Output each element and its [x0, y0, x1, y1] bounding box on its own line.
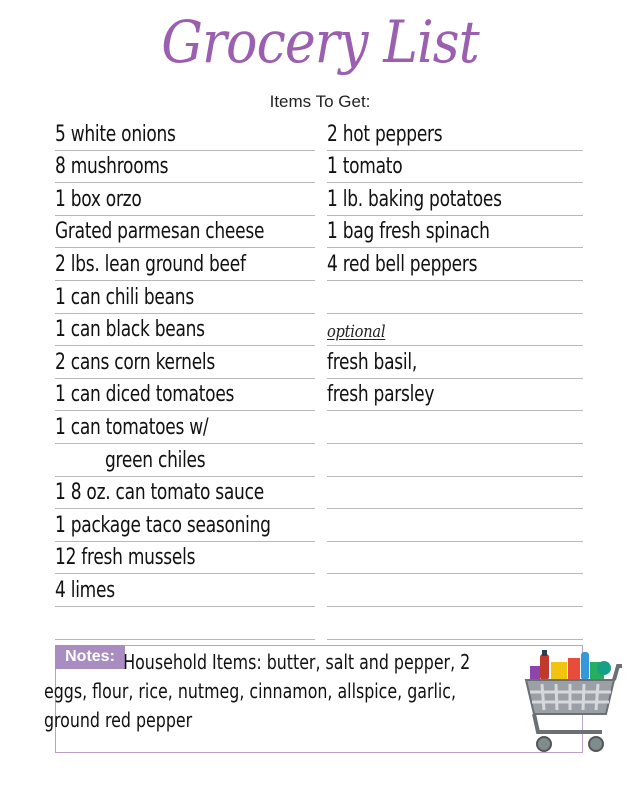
- list-item: 2 hot peppers: [327, 118, 583, 151]
- list-item: 8 mushrooms: [55, 151, 315, 184]
- list-item: 1 bag fresh spinach: [327, 216, 583, 249]
- list-item: 12 fresh mussels: [55, 542, 315, 575]
- notes-text: Household Items: butter, salt and pepper, 2 eggs, flour, rice, nutmeg, cinnamon, allspice, garlic, ground red pepper: [44, 650, 471, 732]
- list-item: 1 tomato: [327, 151, 583, 184]
- shopping-cart-icon: [518, 648, 622, 760]
- list-item: green chiles: [55, 444, 315, 477]
- left-column: [55, 118, 315, 640]
- list-item: fresh parsley: [327, 379, 583, 412]
- list-item: [327, 607, 583, 640]
- page-subtitle: Items To Get:: [269, 92, 371, 111]
- notes-label: Notes:: [55, 645, 125, 669]
- list-item: [327, 444, 583, 477]
- list-item: 1 lb. baking potatoes: [327, 183, 583, 216]
- list-item: 1 can tomatoes w/: [55, 411, 315, 444]
- list-item: [327, 509, 583, 542]
- list-item: [327, 477, 583, 510]
- list-item: 4 limes: [55, 574, 315, 607]
- list-item: [327, 281, 583, 314]
- list-item: fresh basil,: [327, 346, 583, 379]
- list-item: [55, 607, 315, 640]
- list-item: 5 white onions: [55, 118, 315, 151]
- list-item: 2 lbs. lean ground beef: [55, 248, 315, 281]
- list-item: 2 cans corn kernels: [55, 346, 315, 379]
- list-item: 1 can diced tomatoes: [55, 379, 315, 412]
- page-title: Grocery List: [161, 8, 479, 76]
- list-item: 1 can chili beans: [55, 281, 315, 314]
- list-item: [327, 542, 583, 575]
- list-item: 1 8 oz. can tomato sauce: [55, 477, 315, 510]
- list-item: 1 can black beans: [55, 314, 315, 347]
- optional-heading: optional: [327, 314, 583, 347]
- list-item: [327, 411, 583, 444]
- list-item: 1 box orzo: [55, 183, 315, 216]
- list-item: 1 package taco seasoning: [55, 509, 315, 542]
- list-item: [327, 574, 583, 607]
- list-item: 4 red bell peppers: [327, 248, 583, 281]
- right-column: [327, 118, 583, 640]
- list-item: Grated parmesan cheese: [55, 216, 315, 249]
